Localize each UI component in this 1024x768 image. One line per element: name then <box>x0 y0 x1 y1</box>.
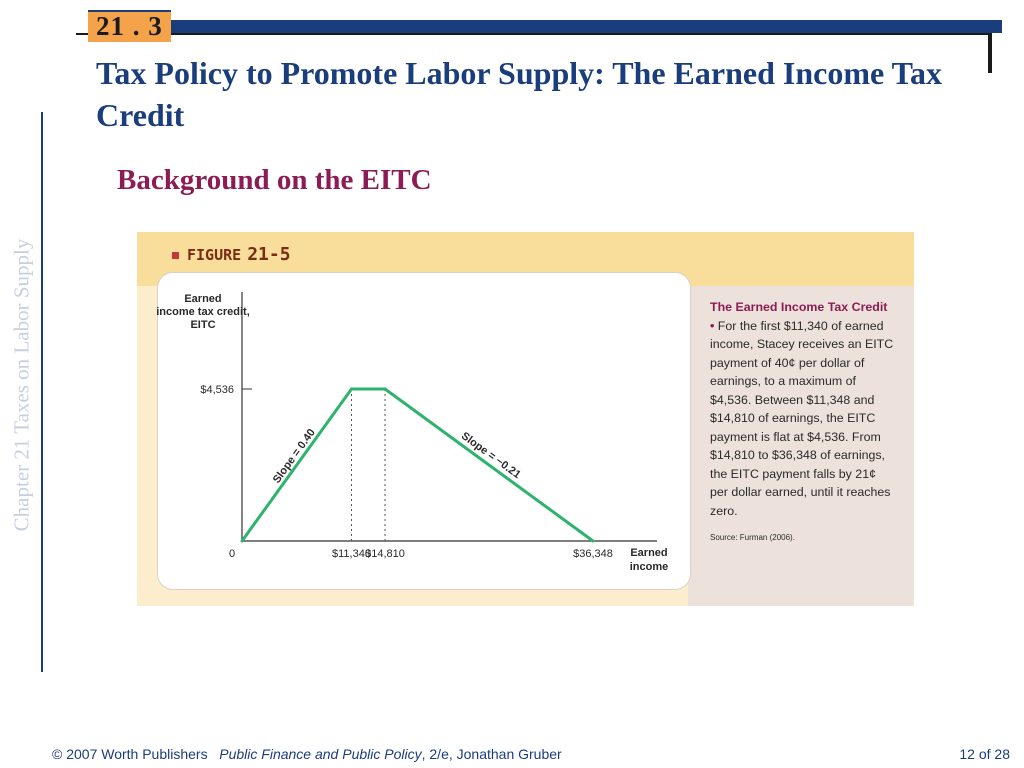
eitc-segment <box>385 389 593 541</box>
y-axis-title <box>156 293 250 331</box>
eitc-segment <box>242 389 352 541</box>
figure-label-number: 21-5 <box>247 244 291 265</box>
section-number: 21 . 3 <box>88 10 171 42</box>
footer-edition: , 2/e, Jonathan Gruber <box>421 746 562 762</box>
x-tick-label: 0 <box>228 548 236 560</box>
chart-guides <box>352 389 386 541</box>
chart-axes <box>242 292 657 541</box>
footer-citation <box>52 746 562 762</box>
slope-annotation: Slope = 0.40 <box>270 426 318 486</box>
x-axis-title-line: income <box>629 561 669 573</box>
y-axis-title-line: Earned <box>184 293 222 305</box>
chapter-label: Chapter 21 Taxes on Labor Supply <box>9 238 34 532</box>
x-tick-label: $14,810 <box>365 548 405 560</box>
x-tick-label: $11,340 <box>332 548 371 560</box>
footer-book-title: Public Finance and Public Policy <box>219 746 422 762</box>
figure-box <box>137 232 914 606</box>
y-axis-title-line: income tax credit, <box>156 306 250 318</box>
chart-labels <box>156 293 668 573</box>
top-bar <box>88 20 1002 33</box>
caption-title: The Earned Income Tax Credit • <box>710 300 888 333</box>
slide-subtitle: Background on the EITC <box>117 164 432 196</box>
y-axis-title-line: EITC <box>190 319 216 331</box>
x-axis-title-line: Earned <box>630 547 668 559</box>
x-axis-title <box>630 547 669 573</box>
page-number: 12 of 28 <box>959 746 1010 762</box>
x-tick-label: $36,348 <box>573 548 613 560</box>
slide-title: Tax Policy to Promote Labor Supply: The Earned Income Tax Credit <box>96 55 943 133</box>
figure-source: Source: Furman (2006). <box>710 533 795 542</box>
caption-body: For the first $11,340 of earned income, Stacey receives an EITC payment of 40¢ per dollar of earnings, to a maximum of $4,536. Between $11,348 and $14,810 of earnings, the EITC payment is flat at $4,536. From $14,810 to $36,348 of earnings, the EITC payment falls by 21¢ per dollar earned, until it reaches zero. <box>710 318 894 518</box>
side-rule <box>41 112 43 672</box>
footer-copyright: © 2007 Worth Publishers <box>52 746 208 762</box>
y-tick-label: $4,536 <box>200 384 234 396</box>
slope-annotation: Slope = −0.21 <box>458 429 523 482</box>
figure-label-prefix: FIGURE <box>187 246 242 264</box>
corner-rule <box>988 33 992 73</box>
top-rule <box>76 33 990 35</box>
figure-caption <box>710 298 894 520</box>
